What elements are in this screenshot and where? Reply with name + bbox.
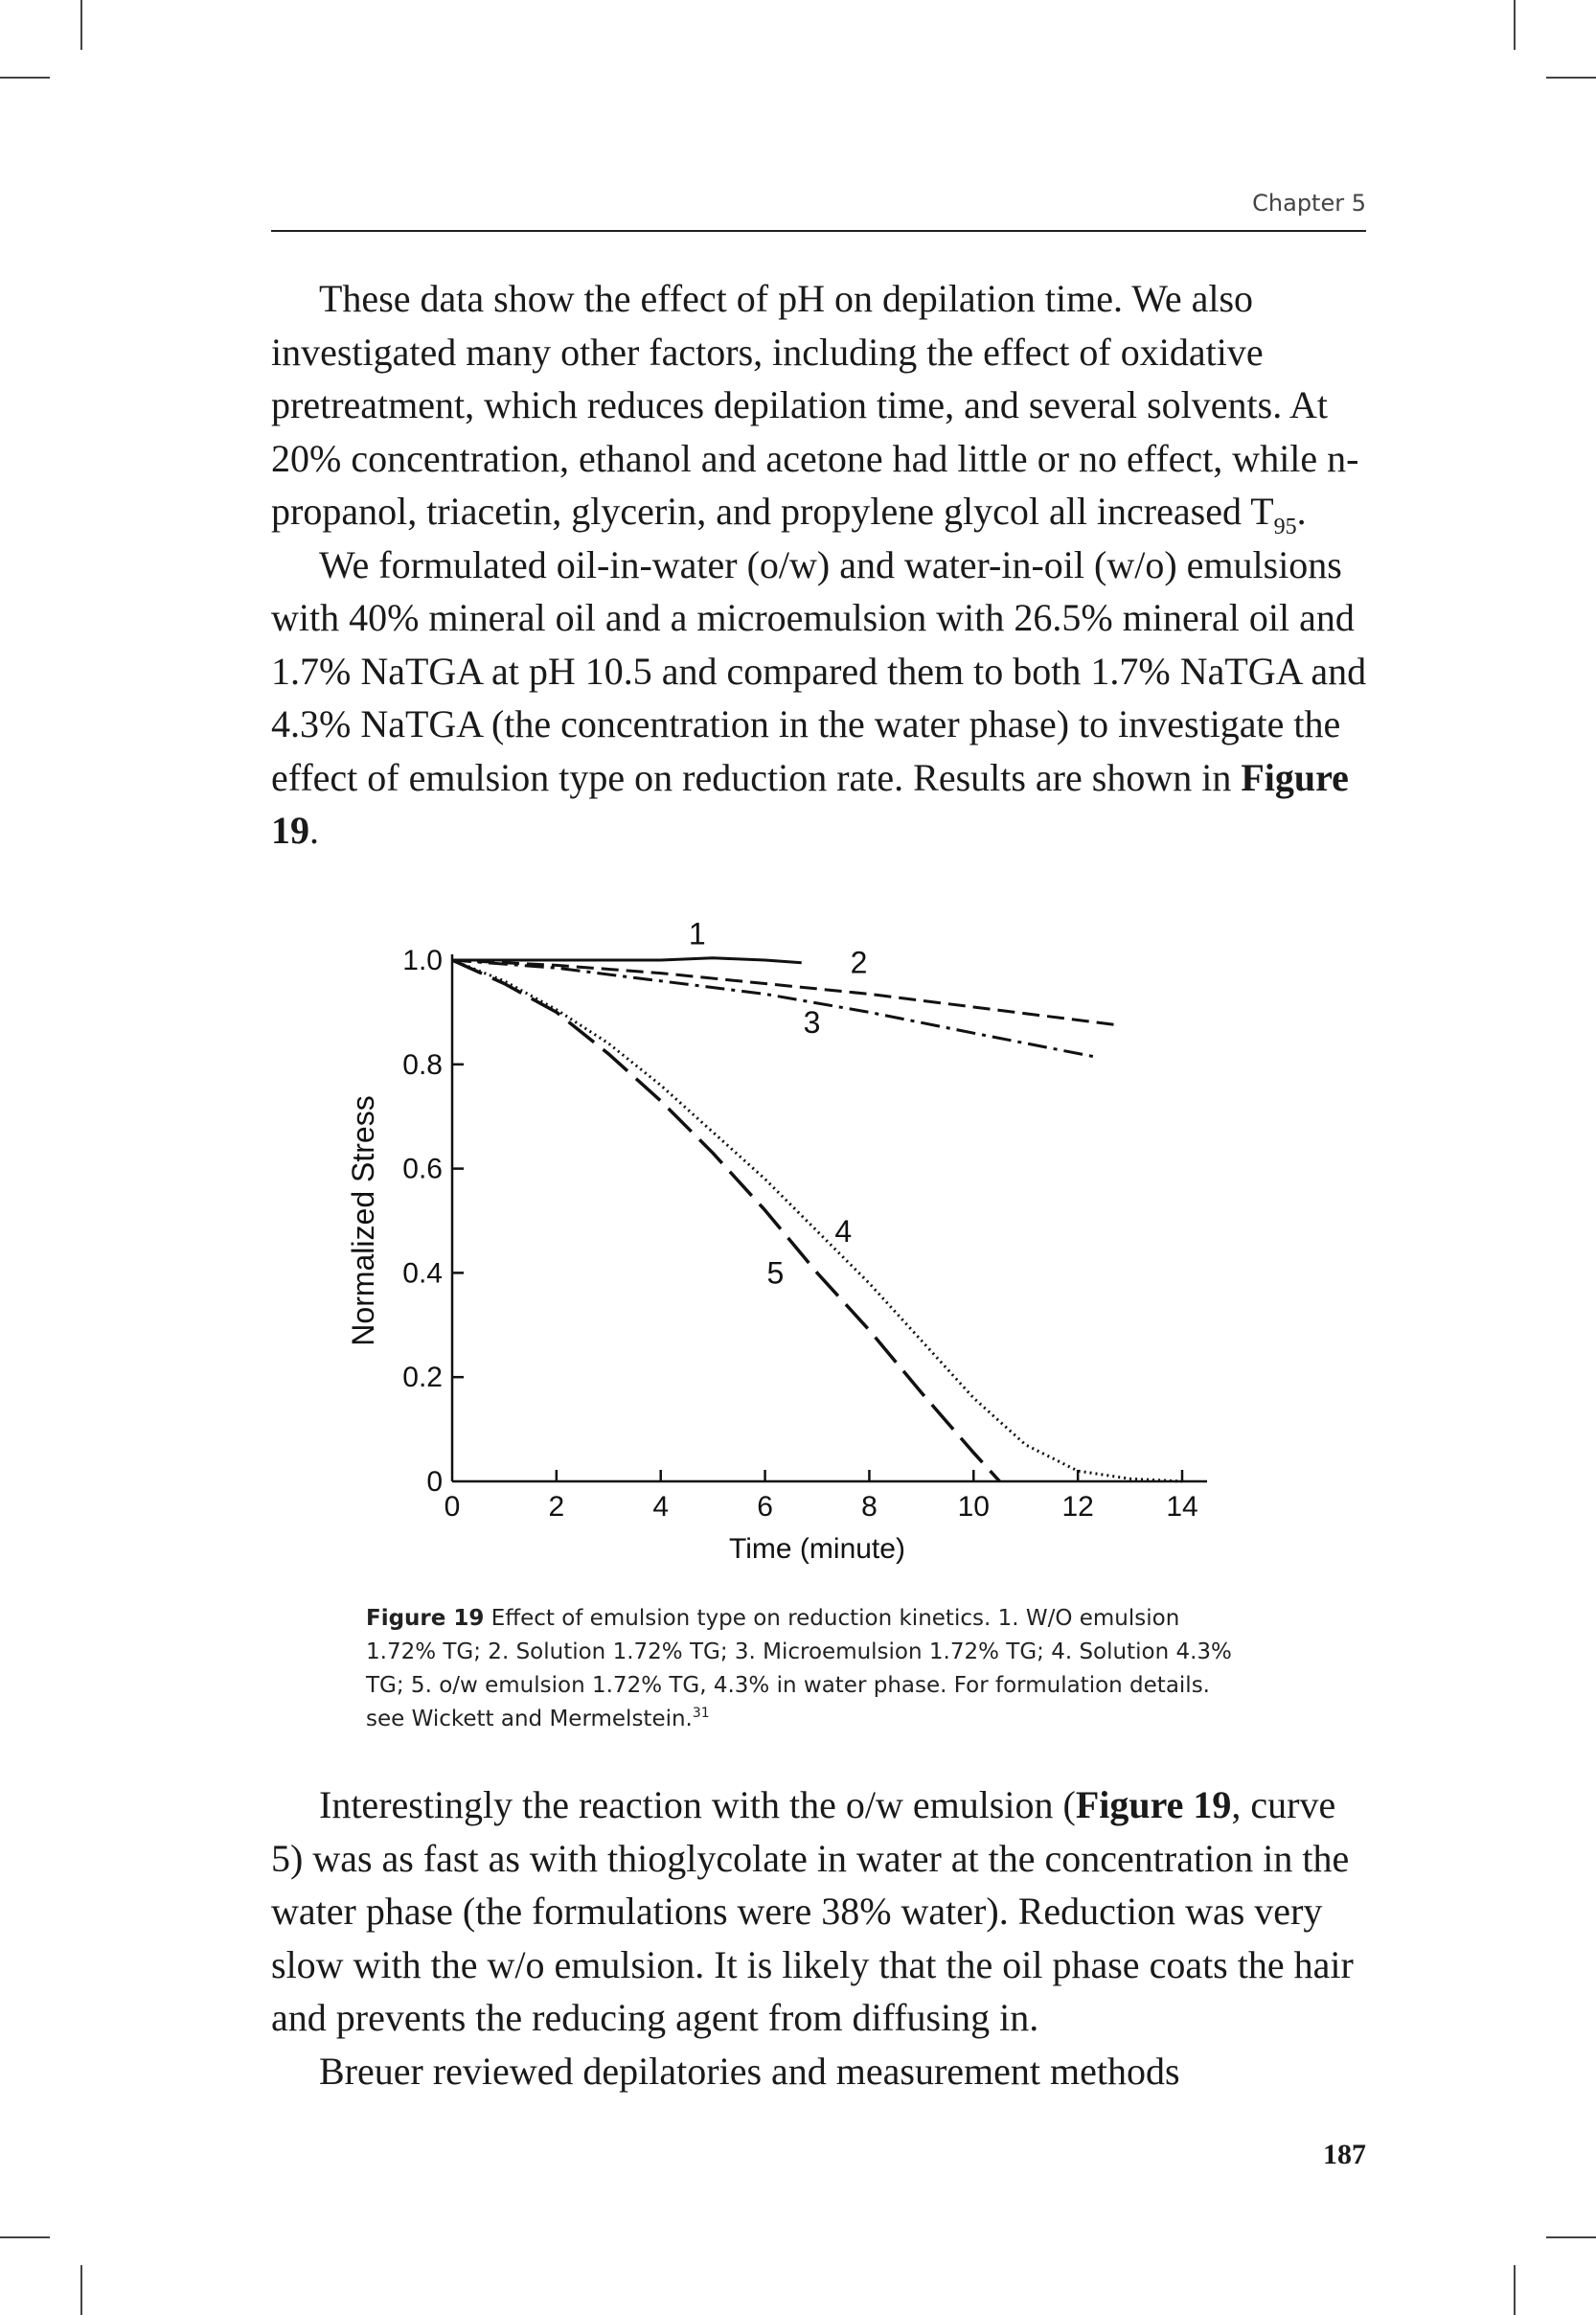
header-rule bbox=[271, 230, 1366, 232]
y-tick-label: 0.6 bbox=[402, 1153, 443, 1185]
x-tick-label: 14 bbox=[1166, 1491, 1198, 1523]
y-tick-label: 0.8 bbox=[402, 1048, 443, 1081]
y-tick-label: 1.0 bbox=[402, 945, 443, 976]
curve-label-4: 4 bbox=[834, 1213, 853, 1249]
crop-mark bbox=[1514, 0, 1516, 50]
paragraph: These data show the effect of pH on depilation time. We also investigated many other factors, including the effect of oxidative pretreatment, which reduces depilation time, and several solvents. At 20% concentration, ethanol and acetone had little or no effect, while n-propanol, triacetin, glycerin, and propylene glycol all increased $T_{95}$. bbox=[271, 277, 1359, 539]
x-tick-label: 6 bbox=[757, 1491, 773, 1523]
x-tick-label: 0 bbox=[444, 1491, 461, 1523]
x-tick-label: 4 bbox=[652, 1491, 670, 1523]
crop-mark bbox=[80, 2265, 82, 2315]
page-number: 187 bbox=[1323, 2139, 1366, 2170]
curve-label-3: 3 bbox=[803, 1005, 821, 1041]
crop-mark bbox=[0, 2236, 50, 2238]
curve-label-1: 1 bbox=[688, 920, 706, 951]
crop-mark bbox=[80, 0, 82, 50]
figure-19 bbox=[345, 920, 1245, 1591]
figure-caption bbox=[366, 1602, 1247, 1736]
body-text-bottom bbox=[271, 1778, 1373, 2097]
x-axis-label: Time (minute) bbox=[729, 1533, 905, 1565]
x-tick-label: 12 bbox=[1061, 1491, 1094, 1523]
x-tick-label: 2 bbox=[548, 1491, 565, 1523]
figure-reference: Figure 19 bbox=[271, 755, 1349, 852]
caption-text: Effect of emulsion type on reduction kinetics. 1. W/O emulsion 1.72% TG; 2. Solution 1.72% TG; 3. Microemulsion 1.72% TG; 4. Solution 4.3% TG; 5. o/w emulsion 1.72% TG, 4.3% in water phase. For formulation details. see Wickett and Mermelstein. bbox=[366, 1606, 1232, 1731]
crop-mark bbox=[0, 77, 50, 79]
series-curve-5 bbox=[452, 960, 1000, 1481]
subscript-95: 95 bbox=[1273, 515, 1297, 539]
citation-superscript: 31 bbox=[692, 1706, 710, 1721]
y-axis-label: Normalized Stress bbox=[346, 1095, 380, 1346]
series-curve-2 bbox=[452, 960, 1120, 1025]
y-tick-label: 0.4 bbox=[402, 1257, 443, 1290]
crop-mark bbox=[1514, 2265, 1516, 2315]
curve-label-2: 2 bbox=[850, 945, 868, 980]
crop-mark bbox=[1546, 77, 1596, 79]
running-head: Chapter 5 bbox=[1252, 190, 1366, 217]
x-tick-label: 10 bbox=[957, 1491, 990, 1523]
line-chart bbox=[345, 920, 1245, 1591]
x-tick-label: 8 bbox=[861, 1491, 878, 1523]
caption-label: Figure 19 bbox=[366, 1606, 485, 1631]
y-tick-label: 0.2 bbox=[402, 1362, 443, 1394]
body-text-top bbox=[271, 272, 1373, 858]
y-tick-label: 0 bbox=[426, 1466, 443, 1498]
crop-mark bbox=[1546, 2236, 1596, 2238]
paragraph: We formulated oil-in-water (o/w) and water-in-oil (w/o) emulsions with 40% mineral oil and a microemulsion with 26.5% mineral oil and 1.7% NaTGA at pH 10.5 and compared them to both 1.7% NaTGA and 4.3% NaTGA (the concentration in the water phase) to investigate the effect of emulsion type on reduction rate. Results are shown in Figure 19. bbox=[271, 542, 1367, 852]
paragraph: Breuer reviewed depilatories and measurement methods bbox=[319, 2049, 1180, 2093]
figure-reference: Figure 19 bbox=[1075, 1783, 1232, 1826]
curve-label-5: 5 bbox=[766, 1255, 785, 1291]
paragraph: Interestingly the reaction with the o/w emulsion (Figure 19, curve 5) was as fast as with thioglycolate in water at the concentration in the water phase (the formulations were 38% water). Reduction was very slow with the w/o emulsion. It is likely that the oil phase coats the hair and prevents the reducing agent from diffusing in. bbox=[271, 1783, 1354, 2039]
